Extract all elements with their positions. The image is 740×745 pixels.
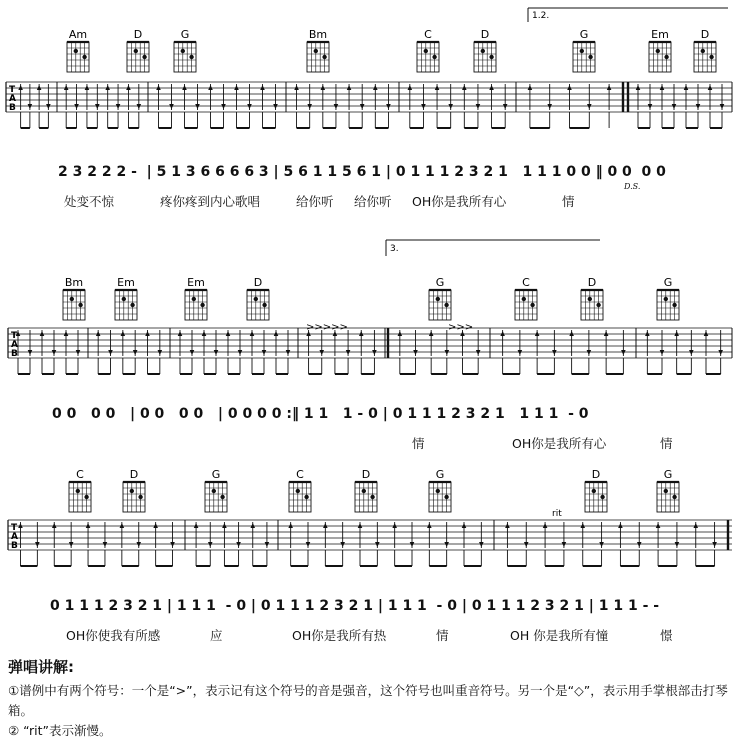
strum-up-arrow (684, 85, 689, 90)
strum-down-arrow (410, 542, 415, 547)
strum-down-arrow (169, 104, 174, 109)
tab-letter-T: T (9, 85, 16, 95)
strum-up-arrow (202, 331, 207, 336)
chord-name-G: G (211, 468, 221, 481)
rit-mark: rit (552, 509, 562, 519)
lyric-1f: 情 (562, 194, 575, 209)
volta-1-2: 1.2. (532, 11, 550, 21)
lyric-3a: OH你使我有所感 (66, 628, 161, 643)
finger-dot (664, 297, 668, 301)
tab-letter-A: A (9, 94, 16, 104)
tab-letter-B: B (11, 541, 18, 551)
strum-down-arrow (262, 350, 267, 355)
chord-name-Em: Em (117, 276, 135, 289)
strum-up-arrow (208, 85, 213, 90)
strum-up-arrow (693, 523, 698, 528)
tab-letter-T: T (11, 523, 18, 533)
strum-down-arrow (136, 542, 141, 547)
strum-down-arrow (236, 542, 241, 547)
strum-up-arrow (618, 523, 623, 528)
notes-line-2: ② “rit”表示渐慢。 (8, 723, 112, 738)
strum-down-arrow (421, 104, 426, 109)
strum-down-arrow (562, 542, 567, 547)
tab-letter-B: B (9, 103, 16, 113)
finger-dot (122, 297, 126, 301)
strum-down-arrow (265, 542, 270, 547)
chord-name-C: C (76, 468, 84, 481)
finger-dot (314, 49, 318, 53)
chord-name-G: G (663, 468, 673, 481)
chord-name-D: D (133, 28, 143, 41)
finger-dot (142, 55, 146, 59)
strum-down-arrow (360, 104, 365, 109)
tab-letter-B: B (11, 349, 18, 359)
strum-up-arrow (435, 85, 440, 90)
strum-up-arrow (145, 331, 150, 336)
strum-down-arrow (286, 350, 291, 355)
strum-up-arrow (645, 331, 650, 336)
strum-down-arrow (319, 350, 324, 355)
finger-dot (709, 55, 713, 59)
strum-down-arrow (696, 104, 701, 109)
strum-up-arrow (323, 523, 328, 528)
strum-down-arrow (52, 350, 57, 355)
finger-dot (370, 495, 374, 499)
strum-up-arrow (321, 85, 326, 90)
tab-letter-A: A (11, 340, 18, 350)
strum-down-arrow (448, 104, 453, 109)
strum-up-arrow (607, 85, 612, 90)
finger-dot (84, 495, 88, 499)
strum-up-arrow (37, 85, 42, 90)
finger-dot (580, 49, 584, 53)
strum-up-arrow (153, 523, 158, 528)
strum-up-arrow (398, 331, 403, 336)
chord-name-Em: Em (651, 28, 669, 41)
strum-up-arrow (500, 331, 505, 336)
chord-name-D: D (700, 28, 710, 41)
chord-name-G: G (663, 276, 673, 289)
strum-up-arrow (40, 331, 45, 336)
strum-up-arrow (359, 331, 364, 336)
accent-marks: >>> (448, 322, 474, 333)
strum-down-arrow (675, 542, 680, 547)
finger-dot (444, 495, 448, 499)
chord-name-Am: Am (68, 28, 88, 41)
chord-name-D: D (587, 276, 597, 289)
strum-up-arrow (288, 523, 293, 528)
strum-down-arrow (340, 542, 345, 547)
strum-down-arrow (170, 542, 175, 547)
strum-up-arrow (429, 331, 434, 336)
lyric-1c: 给你听 (296, 194, 334, 209)
strum-down-arrow (208, 542, 213, 547)
strum-down-arrow (444, 542, 449, 547)
jianpu-line-1: 2 3 2 2 2 - | 5 1 3 6 6 6 6 3 | 5 6 1 1 5 6 1 | 0 1 1 1 2 3 2 1 1 1 1 0 0 ‖ 0 0 0 0 (58, 164, 666, 180)
strum-down-arrow (133, 350, 138, 355)
finger-dot (362, 489, 366, 493)
finger-dot (262, 303, 266, 307)
finger-dot (444, 303, 448, 307)
lyric-2c: 情 (660, 436, 673, 451)
finger-dot (481, 49, 485, 53)
strum-up-arrow (234, 85, 239, 90)
strum-down-arrow (637, 542, 642, 547)
strum-down-arrow (28, 104, 33, 109)
finger-dot (134, 49, 138, 53)
strum-up-arrow (294, 85, 299, 90)
strum-up-arrow (226, 331, 231, 336)
strum-up-arrow (543, 523, 548, 528)
strum-down-arrow (524, 542, 529, 547)
strum-down-arrow (76, 350, 81, 355)
finger-dot (588, 55, 592, 59)
finger-dot (254, 297, 258, 301)
strum-up-arrow (604, 331, 609, 336)
finger-dot (656, 49, 660, 53)
strum-down-arrow (712, 542, 717, 547)
accent-marks: >>>>> (306, 322, 348, 333)
lyric-1a: 处变不惊 (64, 194, 115, 209)
lyric-2b: OH你是我所有心 (512, 436, 607, 451)
strum-down-arrow (718, 350, 723, 355)
strum-down-arrow (273, 104, 278, 109)
strum-down-arrow (116, 104, 121, 109)
strum-up-arrow (528, 85, 533, 90)
chord-name-C: C (296, 468, 304, 481)
strum-up-arrow (580, 523, 585, 528)
strum-down-arrow (190, 350, 195, 355)
strum-up-arrow (250, 523, 255, 528)
strum-up-arrow (121, 331, 126, 336)
finger-dot (522, 297, 526, 301)
strum-down-arrow (158, 350, 163, 355)
strum-down-arrow (307, 104, 312, 109)
strum-down-arrow (552, 350, 557, 355)
strum-down-arrow (587, 104, 592, 109)
finger-dot (181, 49, 185, 53)
strum-down-arrow (35, 542, 40, 547)
strum-up-arrow (18, 85, 23, 90)
strum-down-arrow (476, 104, 481, 109)
notes-section (8, 656, 733, 741)
strum-down-arrow (247, 104, 252, 109)
strum-down-arrow (413, 350, 418, 355)
jianpu-line-3: 0 1 1 1 2 3 2 1 | 1 1 1 - 0 | 0 1 1 1 2 3 2 1 | 1 1 1 - 0 | 0 1 1 1 2 3 2 1 | 1 1 1 - - (50, 598, 660, 614)
strum-up-arrow (64, 331, 69, 336)
finger-dot (200, 303, 204, 307)
finger-dot (220, 495, 224, 499)
strum-down-arrow (660, 350, 665, 355)
finger-dot (192, 297, 196, 301)
strum-down-arrow (74, 104, 79, 109)
strum-down-arrow (103, 542, 108, 547)
chord-name-G: G (435, 276, 445, 289)
finger-dot (130, 489, 134, 493)
chord-name-D: D (591, 468, 601, 481)
strum-down-arrow (108, 350, 113, 355)
finger-dot (588, 297, 592, 301)
strum-down-arrow (476, 350, 481, 355)
notes-title: 弹唱讲解: (8, 658, 74, 676)
chord-name-D: D (253, 276, 263, 289)
strum-down-arrow (46, 104, 51, 109)
finger-dot (82, 55, 86, 59)
finger-dot (664, 489, 668, 493)
strum-down-arrow (221, 104, 226, 109)
strum-down-arrow (69, 542, 74, 547)
lyric-3f: 憬 (660, 628, 673, 643)
strum-down-arrow (503, 104, 508, 109)
chord-name-G: G (180, 28, 190, 41)
strum-down-arrow (95, 104, 100, 109)
finger-dot (592, 489, 596, 493)
strum-up-arrow (656, 523, 661, 528)
strum-up-arrow (126, 85, 131, 90)
chord-name-D: D (480, 28, 490, 41)
strum-down-arrow (334, 104, 339, 109)
chord-name-Em: Em (187, 276, 205, 289)
finger-dot (424, 49, 428, 53)
strum-up-arrow (567, 85, 572, 90)
chord-name-Bm: Bm (308, 28, 328, 41)
strum-up-arrow (156, 85, 161, 90)
chord-name-D: D (129, 468, 139, 481)
tab-letter-A: A (11, 532, 18, 542)
finger-dot (701, 49, 705, 53)
lyric-3d: 情 (436, 628, 449, 643)
strum-down-arrow (518, 350, 523, 355)
notes-line-1: ①谱例中有两个符号：一个是“>”，表示记有这个符号的音是强音，这个符号也叫重音符号。另一个是“◇”，表示用手掌根部击打琴箱。 (8, 683, 728, 718)
strum-up-arrow (85, 85, 90, 90)
strum-down-arrow (372, 350, 377, 355)
ds-mark: D.S. (624, 182, 641, 191)
strum-down-arrow (386, 104, 391, 109)
strum-up-arrow (86, 523, 91, 528)
finger-dot (212, 489, 216, 493)
strum-up-arrow (64, 85, 69, 90)
strum-up-arrow (674, 331, 679, 336)
strum-down-arrow (375, 542, 380, 547)
strum-up-arrow (194, 523, 199, 528)
strum-up-arrow (260, 85, 265, 90)
jianpu-line-2: 0 0 0 0 | 0 0 0 0 | 0 0 0 0 :‖ 1 1 1 - 0 | 0 1 1 1 2 3 2 1 1 1 1 - 0 (52, 406, 589, 422)
lyric-1b: 疼你疼到内心歌唱 (160, 194, 261, 209)
chord-name-C: C (522, 276, 530, 289)
strum-up-arrow (52, 523, 57, 528)
strum-down-arrow (648, 104, 653, 109)
chord-name-D: D (361, 468, 371, 481)
strum-up-arrow (535, 331, 540, 336)
finger-dot (600, 495, 604, 499)
strum-up-arrow (182, 85, 187, 90)
finger-dot (78, 303, 82, 307)
strum-down-arrow (587, 350, 592, 355)
chord-name-Bm: Bm (64, 276, 84, 289)
finger-dot (189, 55, 193, 59)
strum-up-arrow (392, 523, 397, 528)
strum-down-arrow (479, 542, 484, 547)
strum-down-arrow (672, 104, 677, 109)
strum-up-arrow (462, 523, 467, 528)
strum-up-arrow (120, 523, 125, 528)
lyric-3b: 应 (210, 628, 223, 643)
strum-up-arrow (636, 85, 641, 90)
strum-up-arrow (408, 85, 413, 90)
finger-dot (74, 49, 78, 53)
strum-up-arrow (660, 85, 665, 90)
chord-name-G: G (579, 28, 589, 41)
strum-up-arrow (704, 331, 709, 336)
strum-down-arrow (214, 350, 219, 355)
strum-up-arrow (489, 85, 494, 90)
finger-dot (672, 303, 676, 307)
chord-name-C: C (424, 28, 432, 41)
finger-dot (130, 303, 134, 307)
chord-name-G: G (435, 468, 445, 481)
lyric-1d: 给你听 (354, 194, 392, 209)
lyric-3c: OH你是我所有热 (292, 628, 387, 643)
strum-up-arrow (250, 331, 255, 336)
finger-dot (322, 55, 326, 59)
lyric-2a: 情 (412, 436, 425, 451)
finger-dot (664, 55, 668, 59)
finger-dot (596, 303, 600, 307)
strum-down-arrow (599, 542, 604, 547)
strum-up-arrow (462, 85, 467, 90)
lyric-1e: OH你是我所有心 (412, 194, 507, 209)
strum-up-arrow (18, 523, 23, 528)
strum-down-arrow (621, 350, 626, 355)
strum-down-arrow (28, 350, 33, 355)
strum-up-arrow (347, 85, 352, 90)
finger-dot (530, 303, 534, 307)
finger-dot (304, 495, 308, 499)
strum-up-arrow (178, 331, 183, 336)
finger-dot (489, 55, 493, 59)
lyric-3e: OH 你是我所有憧 (510, 628, 609, 643)
finger-dot (432, 55, 436, 59)
strum-down-arrow (445, 350, 450, 355)
finger-dot (70, 297, 74, 301)
strum-up-arrow (708, 85, 713, 90)
strum-down-arrow (689, 350, 694, 355)
strum-up-arrow (96, 331, 101, 336)
strum-down-arrow (137, 104, 142, 109)
strum-up-arrow (105, 85, 110, 90)
finger-dot (436, 489, 440, 493)
strum-down-arrow (306, 542, 311, 547)
strum-down-arrow (238, 350, 243, 355)
strum-down-arrow (547, 104, 552, 109)
finger-dot (296, 489, 300, 493)
strum-up-arrow (222, 523, 227, 528)
strum-up-arrow (427, 523, 432, 528)
strum-down-arrow (195, 104, 200, 109)
strum-up-arrow (274, 331, 279, 336)
finger-dot (436, 297, 440, 301)
strum-up-arrow (505, 523, 510, 528)
strum-up-arrow (358, 523, 363, 528)
strum-up-arrow (569, 331, 574, 336)
volta-3: 3. (390, 244, 399, 254)
strum-up-arrow (373, 85, 378, 90)
finger-dot (138, 495, 142, 499)
tab-letter-T: T (11, 331, 18, 341)
finger-dot (76, 489, 80, 493)
finger-dot (672, 495, 676, 499)
strum-down-arrow (346, 350, 351, 355)
strum-down-arrow (720, 104, 725, 109)
